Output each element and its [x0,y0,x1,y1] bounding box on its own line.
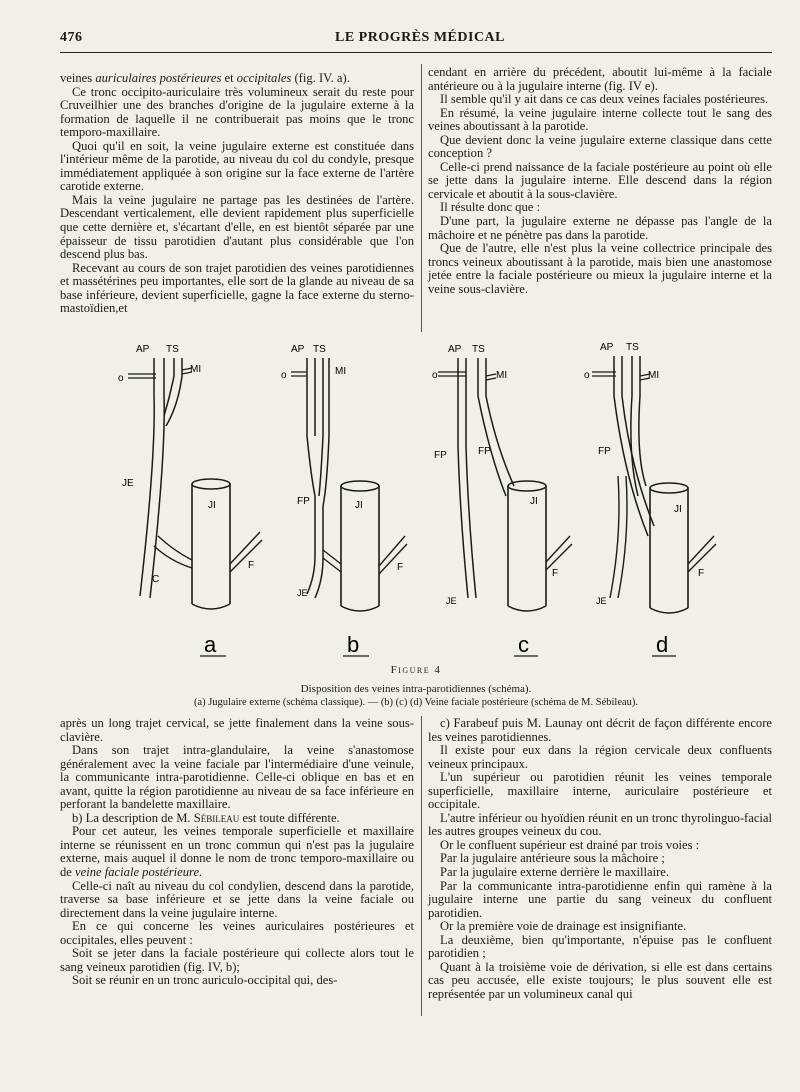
label-ji: JI [674,504,682,515]
paragraph: Il résulte donc que : [440,200,541,215]
label-o: o [118,373,124,384]
paragraph: En ce qui concerne les veines auriculaires postérieures et occipitales, elles peuvent : [60,919,414,947]
panel-label-b: b [347,632,360,657]
journal-title: LE PROGRÈS MÉDICAL [334,30,506,45]
figure-caption-line-2: (a) Jugulaire externe (schéma classique). — (b) (c) (d) Veine faciale postérieure (schéma de M. Sébileau). [193,697,639,708]
label-ts: TS [472,344,485,355]
column-top-left [60,72,414,316]
text: veines [60,71,96,85]
paragraph: Dans son trajet intra-glandulaire, la veine s'anastomose généralement avec la veine faciale par l'intermédiaire d'une veinule, la communicante intra-parotidienne. Celle-ci oblique en bas et en avant, quitte la région parotidienne au niveau de sa face inférieure en perforant la bandelette maxillaire. [60,743,414,812]
label-je: JE [596,596,607,606]
paragraph: Par la jugulaire externe derrière le maxillaire. [440,865,670,880]
label-mi: MI [190,364,202,375]
column-top-right [428,66,772,296]
label-ap: AP [291,344,305,355]
emphasis: veine faciale postérieure. [75,865,203,880]
paragraph: Mais la veine jugulaire ne partage pas les destinées de l'artère. Descendant verticalement, elle devient rapidement plus superficielle que cette dernière et, s'écartant d'elle, en est bientôt séparée par une épaisseur de tissu parotidien d'autant plus considérable que l'on descend plus bas. [60,192,414,262]
text: est toute différente. [239,810,340,825]
label-ji: JI [530,496,538,507]
paragraph: Ce tronc occipito-auriculaire très volumineux serait du reste pour Cruveilhier une des branches d'origine de la jugulaire externe à la formation de laquelle il ne contribuerait pas moins que le tronc temporo-maxillaire. [60,84,414,140]
page-header [60,30,780,52]
label-ts: TS [166,344,179,355]
label-c: C [152,574,160,585]
label-o: o [432,370,438,381]
paragraph: Celle-ci prend naissance de la faciale postérieure au point où elle se jette dans la jugulaire interne. Elle descend dans la région cervicale et aboutit à la sous-clavière. [428,159,772,201]
label-fp: FP [434,450,447,461]
column-divider [421,64,422,332]
paragraph: La deuxième, bien qu'importante, n'épuise pas le confluent parotidien ; [428,932,772,961]
label-mi: MI [648,370,660,381]
paragraph: Or la première voie de drainage est insignifiante. [440,919,687,934]
paragraph: D'une part, la jugulaire externe ne dépasse pas l'angle de la mâchoire et ne pénètre pas dans la parotide. [428,214,772,242]
paragraph: Il semble qu'il y ait dans ce cas deux veines faciales postérieures. [440,92,769,107]
label-fp: FP [598,446,611,457]
label-fp: FP [297,496,310,507]
paragraph: cendant en arrière du précédent, aboutit lui-même à la faciale antérieure ou à la jugulaire interne (fig. IV e). [428,65,772,93]
figure-title: Figure 4 [390,664,442,676]
paragraph: Quant à la troisième voie de dérivation, si elle est dans certains cas peu accusée, elle existe toujours; le plus souvent elle est représentée par un volumineux canal qui [428,959,772,1001]
diagram-panel-c [432,344,572,657]
label-ts: TS [313,344,326,355]
label-o: o [281,370,287,381]
label-f: F [397,562,404,573]
panel-label-a: a [204,632,217,657]
label-ap: AP [136,344,150,355]
page-number: 476 [60,30,83,45]
vein-diagram-figure [110,336,750,661]
column-divider [421,716,422,1016]
diagram-panel-a [118,344,262,657]
label-ap: AP [600,342,614,353]
label-ts: TS [626,342,639,353]
text: Pour cet auteur, les veines temporale superficielle et maxillaire interne se réunissent en un tronc commun qui n'est pas la jugulaire externe, mais auquel il donne le nom de tronc temporo-maxillaire ou de [60,824,414,880]
paragraph: L'un supérieur ou parotidien réunit les veines temporale superficielle, maxillaire interne, auriculaire postérieure et occipitale. [428,770,772,812]
text: et [221,71,237,85]
paragraph: Par la communicante intra-parotidienne enfin qui ramène à la jugulaire interne une partie du sang veineux du confluent parotidien. [428,878,772,920]
label-ji: JI [355,500,363,511]
label-mi: MI [496,370,508,381]
diagram-panel-b [281,344,407,657]
header-rule [60,52,772,53]
label-je: JE [122,478,134,489]
label-f: F [698,568,705,579]
label-f: F [552,568,559,579]
paragraph: Or le confluent supérieur est drainé par trois voies : [440,837,700,852]
label-o: o [584,370,590,381]
paragraph [60,72,414,86]
column-bottom-left [60,717,414,988]
paragraph: après un long trajet cervical, se jette finalement dans la veine sous-clavière. [60,716,414,744]
paragraph [60,825,414,879]
panel-label-c: c [518,632,529,657]
panel-label-d: d [656,632,669,657]
column-bottom-right [428,717,772,1001]
emphasis: auriculaires postérieures [95,71,222,85]
label-mi: MI [335,366,347,377]
paragraph: Recevant au cours de son trajet parotidien des veines parotidiennes et massétérines peu importantes, elle sort de la glande au niveau de sa base inférieure, devient superficielle, gagne la face externe du sterno-mastoïdien,et [60,260,414,316]
diagram-panel-d [584,342,716,657]
figure-caption-line-1: Disposition des veines intra-parotidiennes (schéma). [300,683,532,695]
paragraph: Celle-ci naît au niveau du col condylien, descend dans la parotide, traverse sa base inférieure et se jette dans la veine faciale ou directement dans la veine jugulaire interne. [60,878,414,920]
label-fp: FP [478,446,491,457]
paragraph: c) Farabeuf puis M. Launay ont décrit de façon différente encore les veines parotidiennes. [428,716,772,744]
paragraph: Quoi qu'il en soit, la veine jugulaire externe est constituée dans l'intérieur même de la parotide, au niveau du col du condyle, presque immédiatement appliquée à son origine sur la face externe de l'artère carotide externe. [60,138,414,194]
emphasis: occipitales [236,71,292,85]
paragraph: Que devient donc la veine jugulaire externe classique dans cette conception ? [428,132,772,161]
label-je: JE [297,588,308,598]
paragraph: En résumé, la veine jugulaire interne collecte tout le sang des veines aboutissant à la parotide. [428,105,772,134]
label-f: F [248,560,255,571]
text: b) La description de M. [72,810,194,825]
text: (fig. IV. a). [291,71,350,85]
paragraph [60,812,414,826]
paragraph: L'autre inférieur ou hyoïdien réunit en un tronc thyrolinguo-facial les autres groupes veineux du cou. [428,810,772,839]
paragraph: Soit se jeter dans la faciale postérieure qui collecte alors tout le sang veineux parotidien (fig. IV, b); [60,946,414,974]
label-ji: JI [208,500,216,511]
author-name: Sébileau [193,810,240,825]
label-ap: AP [448,344,462,355]
paragraph: Que de l'autre, elle n'est plus la veine collectrice principale des troncs veineux aboutissant à la parotide, mais bien une anastomose jetée entre la faciale postérieure ou mieux la jugulaire interne et la veine sous-clavière. [428,241,772,296]
paragraph: Par la jugulaire antérieure sous la mâchoire ; [440,851,665,866]
label-je: JE [446,596,457,606]
paragraph: Soit se réunir en un tronc auriculo-occipital qui, des- [72,973,338,988]
paragraph: Il existe pour eux dans la région cervicale deux confluents veineux principaux. [428,743,772,771]
